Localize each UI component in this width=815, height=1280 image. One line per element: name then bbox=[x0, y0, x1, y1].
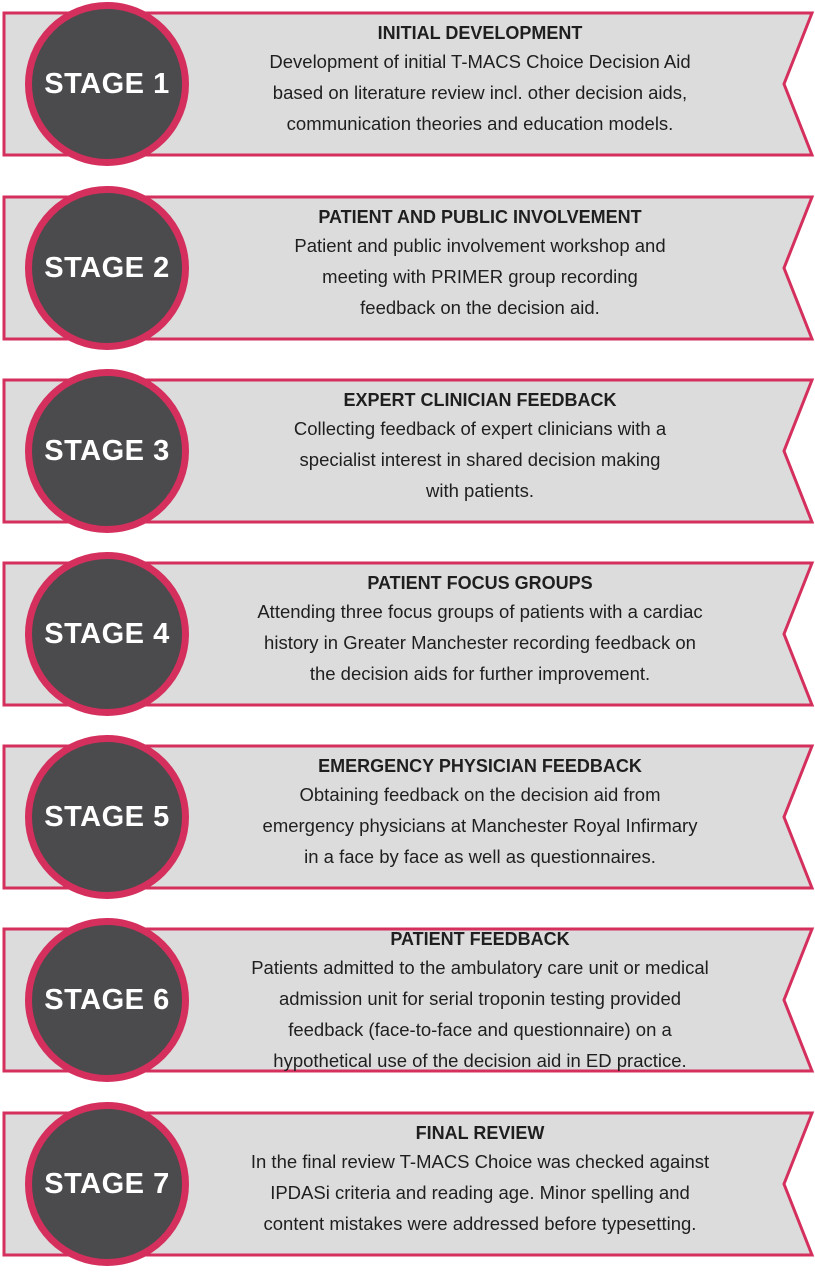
stage-description bbox=[251, 952, 709, 1076]
stage-badge bbox=[25, 918, 189, 1082]
stage-description bbox=[269, 46, 690, 139]
stage-description-line: meeting with PRIMER group recording bbox=[322, 266, 638, 287]
stage-text bbox=[205, 20, 755, 155]
stage-text bbox=[205, 1120, 755, 1255]
stage-description-line: Collecting feedback of expert clinicians with a bbox=[293, 418, 667, 439]
stage-label: STAGE 2 bbox=[44, 251, 170, 284]
stage-3 bbox=[0, 367, 815, 535]
stage-description-line: In the final review T-MACS Choice was checked against bbox=[250, 1151, 710, 1172]
stage-text bbox=[205, 753, 755, 888]
stage-description-line: admission unit for serial troponin testing provided bbox=[278, 988, 682, 1009]
stage-label: STAGE 4 bbox=[44, 617, 170, 650]
stage-text bbox=[205, 926, 755, 1071]
stage-description-line: Patients admitted to the ambulatory care unit or medical bbox=[251, 957, 709, 978]
stage-1 bbox=[0, 0, 815, 168]
stage-description-line: the decision aids for further improvement. bbox=[309, 663, 651, 684]
stage-description-line: hypothetical use of the decision aid in ED practice. bbox=[273, 1050, 687, 1071]
stage-description-line: emergency physicians at Manchester Royal Infirmary bbox=[262, 815, 698, 836]
stage-description bbox=[294, 230, 665, 323]
stage-5 bbox=[0, 733, 815, 901]
stage-2 bbox=[0, 184, 815, 352]
stage-text bbox=[205, 387, 755, 522]
stage-label: STAGE 7 bbox=[44, 1167, 170, 1200]
stage-badge bbox=[25, 1102, 189, 1266]
stage-description-line: communication theories and education models. bbox=[286, 113, 674, 134]
stage-description bbox=[257, 596, 702, 689]
stage-description-line: feedback on the decision aid. bbox=[360, 297, 600, 318]
stage-description-line: history in Greater Manchester recording feedback on bbox=[264, 632, 696, 653]
stage-badge bbox=[25, 552, 189, 716]
stage-description-line: with patients. bbox=[426, 480, 534, 501]
stage-7 bbox=[0, 1100, 815, 1268]
stage-label: STAGE 5 bbox=[44, 800, 170, 833]
stage-description bbox=[251, 1146, 709, 1239]
stage-description bbox=[294, 413, 666, 506]
stage-6 bbox=[0, 916, 815, 1084]
stage-title: PATIENT FEEDBACK bbox=[390, 929, 570, 949]
stage-label: STAGE 6 bbox=[44, 983, 170, 1016]
stage-title: EMERGENCY PHYSICIAN FEEDBACK bbox=[318, 756, 642, 776]
stage-title: INITIAL DEVELOPMENT bbox=[377, 23, 583, 43]
stage-description-line: content mistakes were addressed before typesetting. bbox=[263, 1213, 697, 1234]
stage-title: PATIENT AND PUBLIC INVOLVEMENT bbox=[318, 207, 642, 227]
stage-text bbox=[205, 570, 755, 705]
stage-title: PATIENT FOCUS GROUPS bbox=[367, 573, 593, 593]
stage-label: STAGE 3 bbox=[44, 434, 170, 467]
stage-description-line: Patient and public involvement workshop and bbox=[294, 235, 666, 256]
stage-title: FINAL REVIEW bbox=[415, 1123, 545, 1143]
stage-label: STAGE 1 bbox=[44, 67, 170, 100]
stage-description-line: specialist interest in shared decision making bbox=[299, 449, 661, 470]
stage-description-line: IPDASi criteria and reading age. Minor spelling and bbox=[270, 1182, 690, 1203]
stage-description-line: in a face by face as well as questionnaires. bbox=[304, 846, 656, 867]
stage-badge bbox=[25, 2, 189, 166]
stage-badge bbox=[25, 735, 189, 899]
stage-4 bbox=[0, 550, 815, 718]
stage-description-line: feedback (face-to-face and questionnaire) on a bbox=[288, 1019, 672, 1040]
stage-description-line: Development of initial T-MACS Choice Decision Aid bbox=[269, 51, 691, 72]
stage-text bbox=[205, 204, 755, 339]
stage-badge bbox=[25, 369, 189, 533]
stage-description-line: based on literature review incl. other decision aids, bbox=[272, 82, 688, 103]
stage-description-line: Attending three focus groups of patients with a cardiac bbox=[257, 601, 703, 622]
stage-title: EXPERT CLINICIAN FEEDBACK bbox=[343, 390, 617, 410]
stage-description bbox=[263, 779, 698, 872]
stage-description-line: Obtaining feedback on the decision aid from bbox=[299, 784, 661, 805]
stage-badge bbox=[25, 186, 189, 350]
